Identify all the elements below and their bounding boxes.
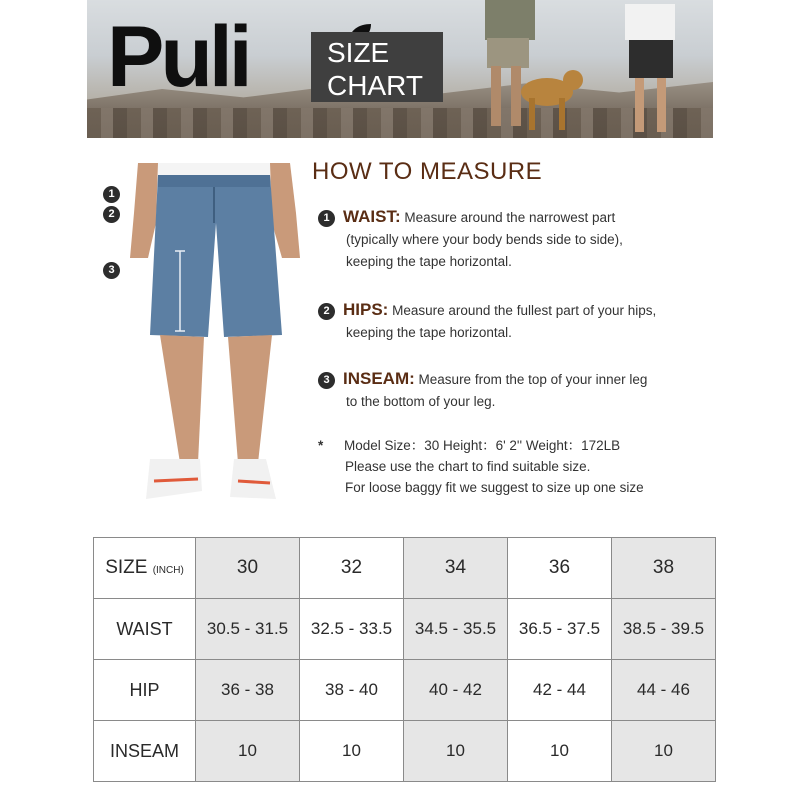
table-cell: 10	[612, 721, 716, 782]
size-header-cell	[94, 538, 196, 599]
model-size-note	[318, 435, 738, 498]
brand-logo: Puli	[107, 9, 249, 105]
size-chart-badge	[311, 32, 443, 102]
note-model-size: Model Size：30 Height：6' 2'' Weight：172LB	[344, 438, 621, 453]
table-row-waist	[94, 599, 716, 660]
size-label: SIZE	[105, 557, 148, 578]
size-32: 32	[300, 538, 404, 599]
size-34: 34	[404, 538, 508, 599]
table-cell: 30.5 - 31.5	[196, 599, 300, 660]
marker-2-icon: 2	[103, 206, 120, 223]
step-waist-text-3: keeping the tape horizontal.	[346, 254, 512, 269]
step-waist-key: WAIST:	[343, 207, 401, 226]
row-label-inseam: INSEAM	[94, 721, 196, 782]
table-cell: 38.5 - 39.5	[612, 599, 716, 660]
note-size-up: For loose baggy fit we suggest to size up one size	[345, 480, 644, 495]
table-cell: 42 - 44	[508, 660, 612, 721]
header-banner	[87, 0, 713, 138]
table-cell: 36.5 - 37.5	[508, 599, 612, 660]
size-38: 38	[612, 538, 716, 599]
step-hips-text-2: keeping the tape horizontal.	[346, 325, 512, 340]
note-use-chart: Please use the chart to find suitable size.	[345, 459, 591, 474]
step-hips-key: HIPS:	[343, 300, 389, 319]
table-cell: 36 - 38	[196, 660, 300, 721]
table-header-row	[94, 538, 716, 599]
table-cell: 10	[196, 721, 300, 782]
badge-line-size: SIZE	[327, 37, 390, 68]
step-hips	[318, 299, 718, 344]
step-hips-text: Measure around the fullest part of your hips,	[392, 303, 657, 318]
step-waist-text-2: (typically where your body bends side to side),	[346, 232, 623, 247]
step-1-icon: 1	[318, 210, 335, 227]
step-inseam-key: INSEAM:	[343, 369, 415, 388]
model-wearing-shorts	[120, 163, 310, 508]
row-label-hip: HIP	[94, 660, 196, 721]
step-2-icon: 2	[318, 303, 335, 320]
step-inseam	[318, 368, 718, 413]
table-cell: 10	[300, 721, 404, 782]
step-3-icon: 3	[318, 372, 335, 389]
how-to-measure-title: HOW TO MEASURE	[312, 158, 543, 185]
table-cell: 40 - 42	[404, 660, 508, 721]
size-chart-table	[93, 537, 716, 782]
table-cell: 32.5 - 33.5	[300, 599, 404, 660]
size-36: 36	[508, 538, 612, 599]
table-row-hip	[94, 660, 716, 721]
table-row-inseam	[94, 721, 716, 782]
table-cell: 10	[508, 721, 612, 782]
badge-line-chart: CHART	[327, 70, 423, 101]
note-asterisk: *	[318, 438, 324, 453]
step-inseam-text: Measure from the top of your inner leg	[418, 372, 648, 387]
marker-3-icon: 3	[103, 262, 120, 279]
table-cell: 38 - 40	[300, 660, 404, 721]
banner-walkers-photo	[477, 0, 713, 138]
table-cell: 44 - 46	[612, 660, 716, 721]
step-waist-text: Measure around the narrowest part	[404, 210, 616, 225]
table-cell: 10	[404, 721, 508, 782]
size-unit: (INCH)	[152, 565, 184, 576]
row-label-waist: WAIST	[94, 599, 196, 660]
step-waist	[318, 206, 718, 273]
table-cell: 34.5 - 35.5	[404, 599, 508, 660]
step-inseam-text-2: to the bottom of your leg.	[346, 394, 496, 409]
size-30: 30	[196, 538, 300, 599]
marker-1-icon: 1	[103, 186, 120, 203]
